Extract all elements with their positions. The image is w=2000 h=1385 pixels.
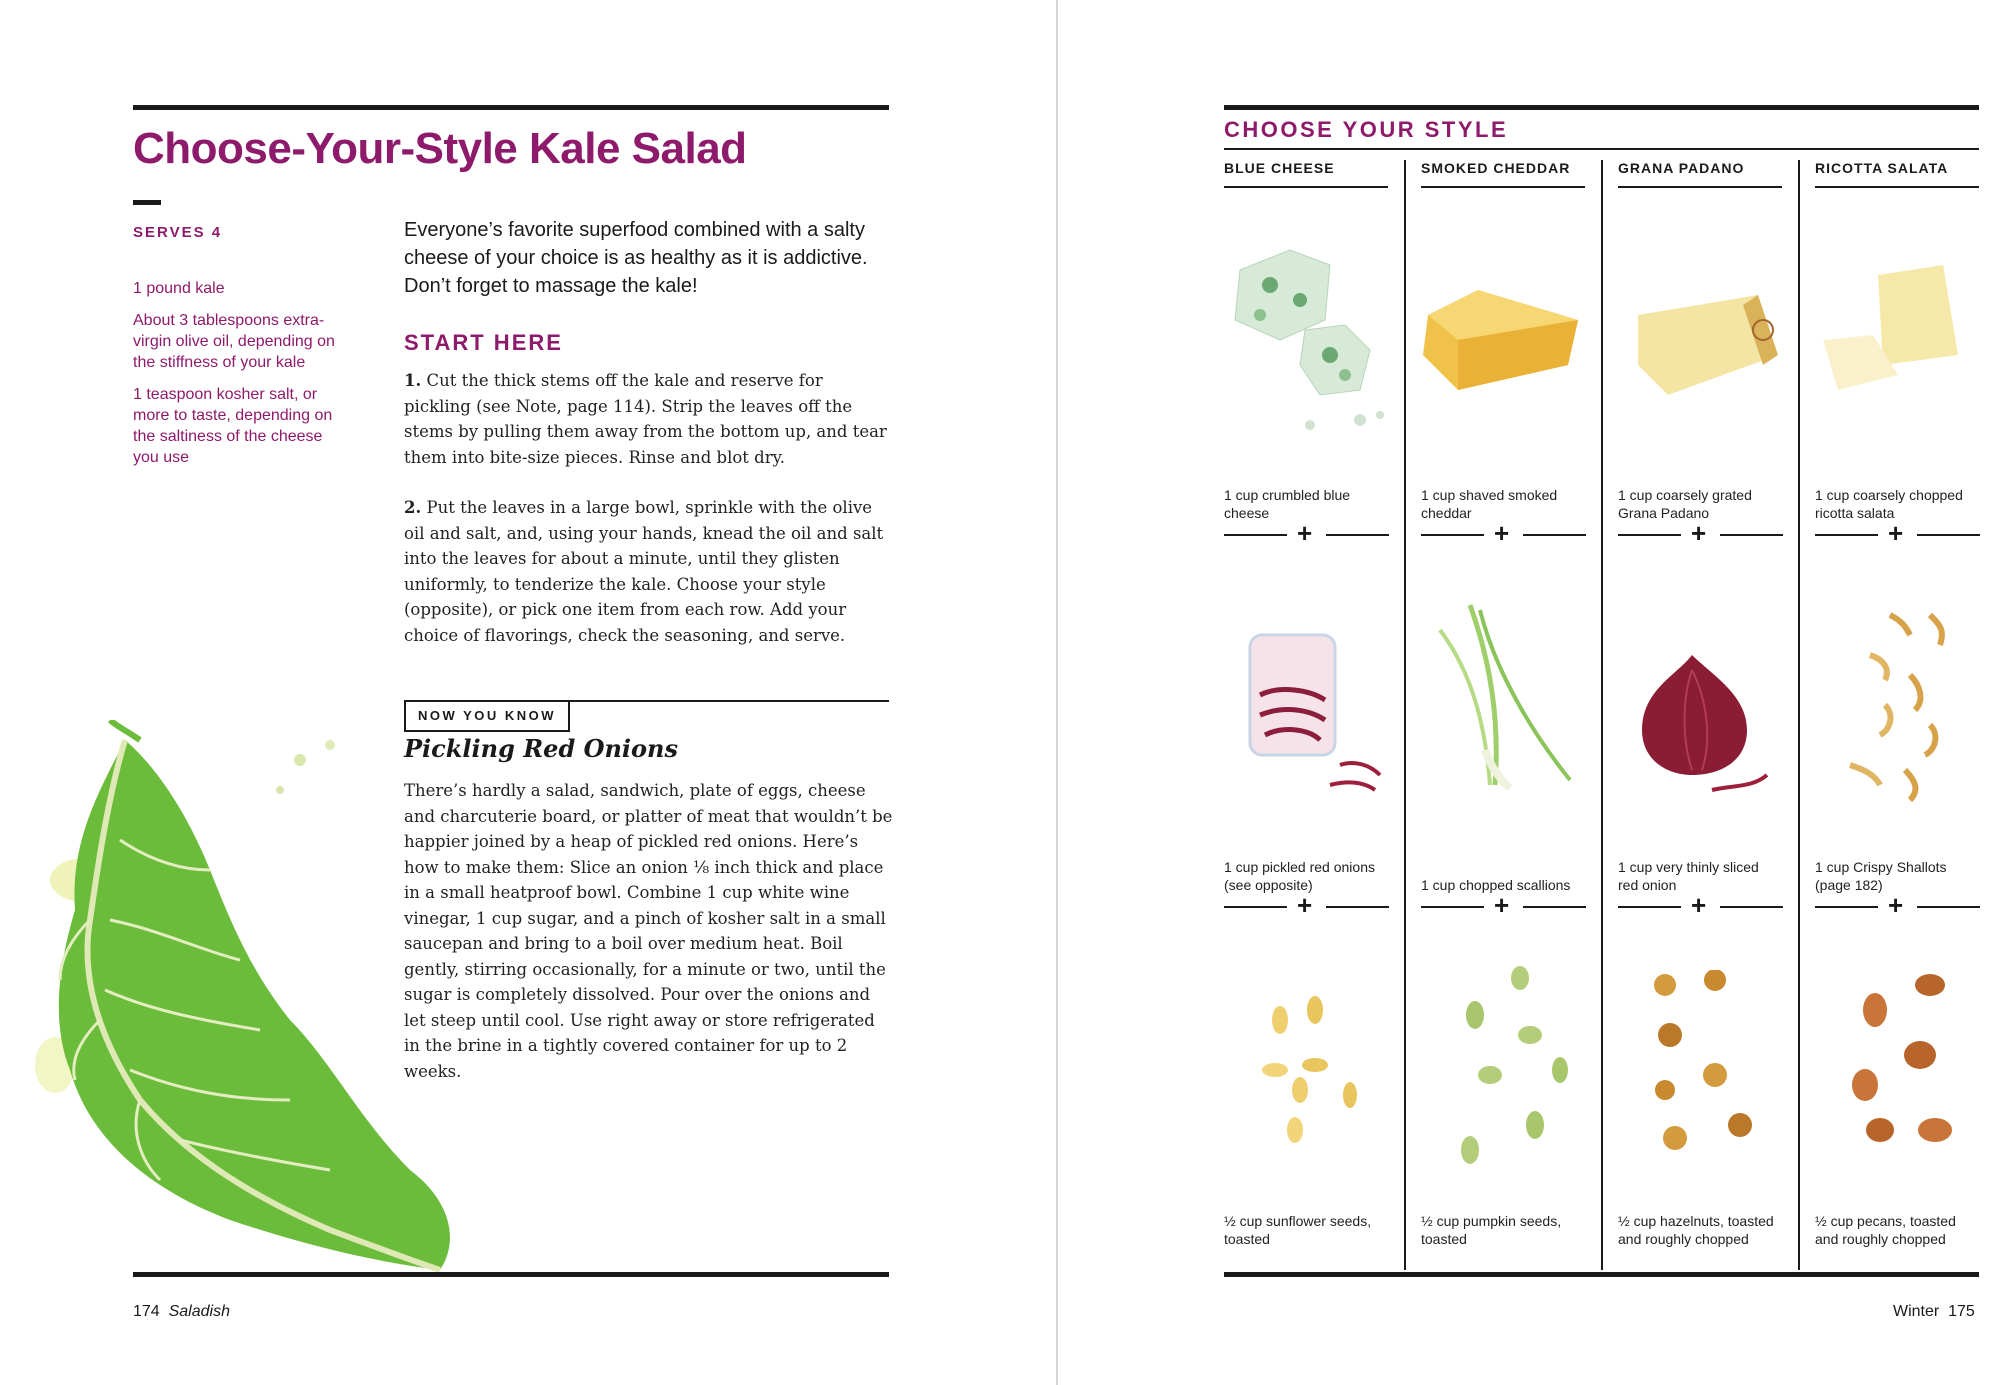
plus-rule	[1618, 534, 1681, 536]
caption-pickled-red-onions: 1 cup pickled red onions (see opposite)	[1224, 859, 1375, 893]
folio-left	[133, 1303, 230, 1321]
plus-sign: +	[1494, 518, 1510, 548]
plus-rule	[1224, 906, 1287, 908]
plus-rule	[1326, 534, 1389, 536]
column-header-blue-cheese: BLUE CHEESE	[1224, 160, 1335, 176]
ingredient-list	[133, 278, 373, 479]
plus-rule	[1815, 534, 1878, 536]
recipe-title: Choose-Your-Style Kale Salad	[133, 124, 747, 173]
caption-grana-padano: 1 cup coarsely grated Grana Padano	[1618, 487, 1752, 521]
plus-rule	[1618, 906, 1681, 908]
red-onion-icon	[1622, 650, 1782, 800]
column-header-smoked-cheddar: SMOKED CHEDDAR	[1421, 160, 1571, 176]
folio-right	[1893, 1303, 1975, 1321]
top-rule-right	[1224, 105, 1979, 110]
plus-sign: +	[1297, 890, 1313, 920]
plus-sign: +	[1888, 890, 1904, 920]
column-header-rule	[1815, 186, 1979, 188]
caption-pecans: ½ cup pecans, toasted and roughly chopped	[1815, 1213, 1956, 1247]
bottom-rule-left	[133, 1272, 889, 1277]
top-rule-left	[133, 105, 889, 110]
step-number: 1.	[404, 371, 422, 390]
column-header-rule	[1618, 186, 1782, 188]
column-header-ricotta-salata: RICOTTA SALATA	[1815, 160, 1949, 176]
step-1	[404, 368, 894, 470]
caption-chopped-scallions: 1 cup chopped scallions	[1421, 877, 1571, 893]
plus-rule	[1917, 906, 1980, 908]
section-title: Winter	[1893, 1303, 1940, 1320]
step-2	[404, 495, 894, 648]
plus-rule	[1224, 534, 1287, 536]
caption-crispy-shallots: 1 cup Crispy Shallots (page 182)	[1815, 859, 1947, 893]
ingredient-item: 1 pound kale	[133, 280, 225, 297]
pickling-body: There’s hardly a salad, sandwich, plate of eggs, cheese and charcuterie board, or platter of meat that wouldn’t be happier joined by a heap of pickled red onions. Here’s how to make them: Slice an onion ⅛ inch thick and place in a small heatproof bowl. Combine 1 cup white wine vinegar, 1 cup sugar, and a pinch of kosher salt in a small saucepan and bring to a boil over medium heat. Boil gently, stirring occasionally, for a minute or two, until the sugar is completely dissolved. Pour over the onions and let steep until cool. Use right away or store refrigerated in the brine in a tightly covered container for up to 2 weeks.	[404, 781, 893, 1081]
column-divider	[1404, 160, 1406, 1270]
kale-leaf-illustration	[30, 720, 500, 1280]
caption-pumpkin-seeds: ½ cup pumpkin seeds, toasted	[1421, 1213, 1562, 1247]
column-divider	[1601, 160, 1603, 1270]
plus-rule	[1421, 534, 1484, 536]
page-number: 175	[1948, 1303, 1975, 1320]
column-header-rule	[1224, 186, 1388, 188]
pumpkin-seeds-icon	[1445, 960, 1575, 1170]
grana-padano-icon	[1628, 285, 1788, 405]
smoked-cheddar-icon	[1418, 285, 1588, 395]
plus-rule	[1815, 906, 1878, 908]
choose-your-style-heading: CHOOSE YOUR STYLE	[1224, 117, 1509, 142]
sunflower-seeds-icon	[1260, 990, 1370, 1150]
pecans-icon	[1835, 965, 1975, 1165]
crispy-shallots-icon	[1830, 605, 1970, 805]
page-number: 174	[133, 1303, 160, 1320]
plus-rule	[1523, 534, 1586, 536]
now-you-know-label: NOW YOU KNOW	[404, 702, 570, 732]
caption-smoked-cheddar: 1 cup shaved smoked cheddar	[1421, 487, 1558, 521]
step-number: 2.	[404, 498, 422, 517]
plus-rule	[1421, 906, 1484, 908]
column-divider	[1798, 160, 1800, 1270]
book-title: Saladish	[168, 1303, 230, 1320]
plus-rule	[1917, 534, 1980, 536]
recipe-intro: Everyone’s favorite superfood combined with a salty cheese of your choice is as healthy as it is addictive. Don’t forget to massage the kale!	[404, 219, 868, 297]
plus-sign: +	[1691, 518, 1707, 548]
plus-sign: +	[1297, 518, 1313, 548]
title-dash	[133, 200, 161, 205]
bottom-rule-right	[1224, 1272, 1979, 1277]
pickling-title: Pickling Red Onions	[404, 734, 679, 763]
plus-rule	[1720, 906, 1783, 908]
heading-rule	[1224, 148, 1979, 150]
step-text: Put the leaves in a large bowl, sprinkle with the olive oil and salt, and, using your hands, knead the oil and salt into the leaves for about a minute, until they glisten uniformly, to tenderize the kale. Choose your style (opposite), or pick one item from each row. Add your choice of flavorings, check the seasoning, and serve.	[404, 498, 884, 645]
serves-label: SERVES 4	[133, 224, 223, 241]
blue-cheese-icon	[1210, 230, 1400, 440]
ricotta-salata-icon	[1818, 255, 1978, 395]
hazelnuts-icon	[1645, 970, 1775, 1160]
page-spine	[1056, 0, 1058, 1385]
scallion-icon	[1420, 600, 1590, 790]
plus-rule	[1326, 906, 1389, 908]
caption-blue-cheese: 1 cup crumbled blue cheese	[1224, 487, 1351, 521]
plus-rule	[1523, 906, 1586, 908]
plus-sign: +	[1691, 890, 1707, 920]
caption-ricotta-salata: 1 cup coarsely chopped ricotta salata	[1815, 487, 1963, 521]
plus-rule	[1720, 534, 1783, 536]
plus-sign: +	[1888, 518, 1904, 548]
plus-sign: +	[1494, 890, 1510, 920]
start-here-heading: START HERE	[404, 330, 563, 355]
column-header-rule	[1421, 186, 1585, 188]
caption-red-onion: 1 cup very thinly sliced red onion	[1618, 859, 1759, 893]
pickled-onion-jar-icon	[1240, 625, 1390, 805]
caption-sunflower-seeds: ½ cup sunflower seeds, toasted	[1224, 1213, 1372, 1247]
caption-hazelnuts: ½ cup hazelnuts, toasted and roughly chopped	[1618, 1213, 1774, 1247]
ingredient-item: About 3 tablespoons extra-virgin olive oil, depending on the stiffness of your kale	[133, 312, 335, 371]
step-text: Cut the thick stems off the kale and reserve for pickling (see Note, page 114). Strip the leaves off the stems by pulling them away from the bottom up, and tear them into bite-size pieces. Rinse and blot dry.	[404, 371, 887, 467]
column-header-grana-padano: GRANA PADANO	[1618, 160, 1745, 176]
ingredient-item: 1 teaspoon kosher salt, or more to taste, depending on the saltiness of the cheese you use	[133, 386, 333, 466]
